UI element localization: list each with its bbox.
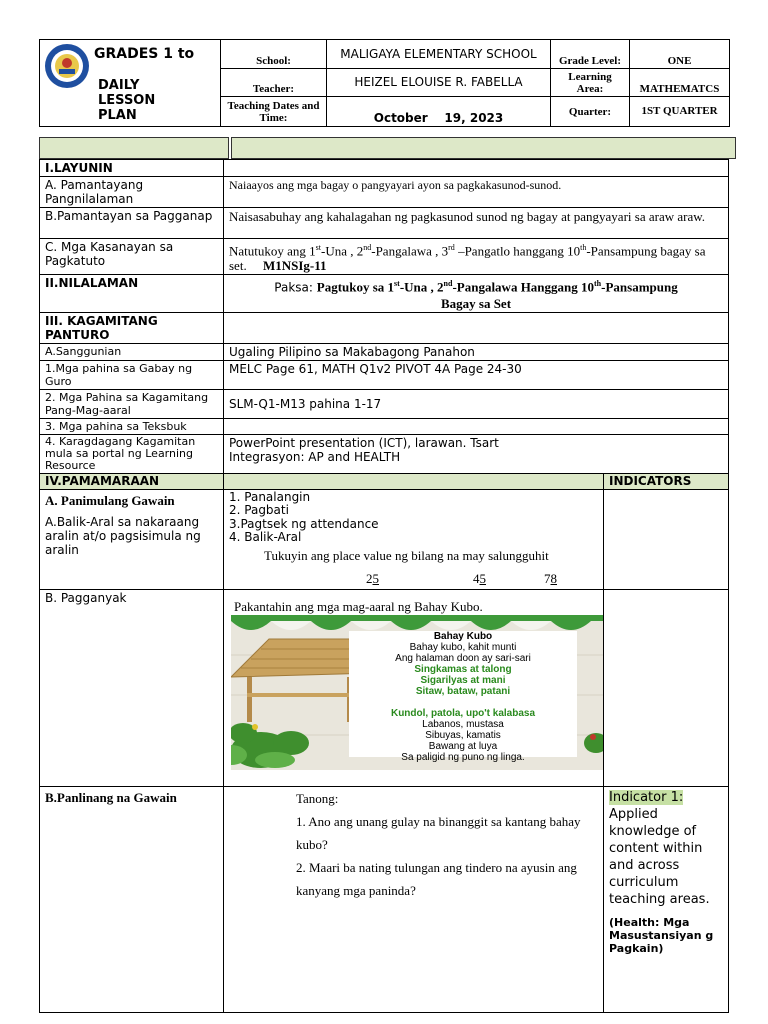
grade-value: ONE [630, 40, 730, 69]
pamantayang-label: A. Pamantayang Pangnilalaman [40, 177, 224, 208]
school-label: School: [221, 40, 327, 69]
bahay-kubo-image [231, 615, 603, 770]
karagdagan-value: PowerPoint presentation (ICT), larawan. Tsart Integrasyon: AP and HEALTH [224, 434, 729, 473]
balik-aral-label: A.Balik-Aral sa nakaraang aralin at/o pagsisimula ng aralin [45, 514, 201, 557]
song-line: Sa paligid ng puno ng linga. [401, 752, 525, 764]
gabay-value: MELC Page 61, MATH Q1v2 PIVOT 4A Page 24-30 [224, 360, 729, 389]
question-1: 1. Ano ang unang gulay na binanggit sa kantang bahay kubo? [296, 814, 581, 853]
dates-label: Teaching Dates and Time: [221, 97, 327, 127]
kasanayan-code: M1NSIg-11 [262, 258, 327, 274]
kasanayan-label: C. Mga Kasanayan sa Pagkatuto [40, 239, 224, 275]
pagganyak-text: Pakantahin ang mga mag-aaral ng Bahay Kubo. [234, 599, 483, 615]
song-line: Labanos, mustasa [422, 719, 504, 731]
separator-right [231, 137, 736, 159]
sanggunian-value: Ugaling Pilipino sa Makabagong Panahon [224, 343, 729, 360]
song-line: Sibuyas, kamatis [425, 730, 501, 742]
song-line [349, 697, 577, 708]
song-line: Sitaw, bataw, patani [415, 686, 511, 698]
indicator-text: Applied knowledge of content within and across curriculum teaching areas. [609, 807, 710, 908]
grade-label: Grade Level: [551, 40, 630, 69]
title-cell [40, 40, 221, 127]
pamantayang-value: Naiaayos ang mga bagay o pangyayari ayon sa pagkakasunod-sunod. [224, 177, 729, 208]
song-line: Kundol, patola, upo't kalabasa [390, 708, 536, 720]
kasanayan-value: Natutukoy ang 1st-Una , 2nd-Pangalawa , 3rd –Pangatlo hanggang 10th-Pansampung bagay sa set. M1NSIg-11 [224, 239, 729, 275]
indicator-cell [604, 787, 729, 1013]
kagamitan-heading: III. KAGAMITANG PANTURO [40, 312, 224, 343]
panimulang-label-cell [40, 489, 224, 590]
pagganap-label: B.Pamantayan sa Pagganap [40, 208, 224, 239]
quarter-label: Quarter: [551, 97, 630, 127]
header-table [39, 39, 730, 127]
title-grades: GRADES 1 to [94, 46, 195, 62]
song-line: Bahay kubo, kahit munti [409, 642, 517, 654]
pamamaraan-heading: IV.PAMAMARAAN [40, 473, 224, 489]
quarter-value: 1ST QUARTER [630, 97, 730, 127]
indicators-heading: INDICATORS [604, 473, 729, 489]
place-value-numbers [229, 572, 598, 588]
teacher-value: HEIZEL ELOUISE R. FABELLA [327, 69, 551, 97]
pagganap-value: Naisasabuhay ang kahalagahan ng pagkasunod sunod ng bagay at pangyayari sa araw araw. [224, 208, 729, 239]
karagdagan-label: 4. Karagdagang Kagamitan mula sa portal ng Learning Resource [40, 434, 224, 473]
panimulang-item: 2. Pagbati [229, 503, 289, 518]
song-title: Bahay Kubo [433, 631, 493, 643]
pagganyak-content [224, 590, 604, 787]
area-value: MATHEMATCS [630, 69, 730, 97]
number-45: 45 [473, 571, 486, 587]
gabay-label: 1.Mga pahina sa Gabay ng Guro [40, 360, 224, 389]
number-25: 25 [366, 571, 379, 587]
nilalaman-heading: II.NILALAMAN [40, 275, 224, 312]
panlinang-label: B.Panlinang na Gawain [40, 787, 224, 1013]
sanggunian-label: A.Sanggunian [40, 343, 224, 360]
song-card [349, 631, 577, 763]
indicator-note: (Health: Mga Masustansiyan g Pagkain) [609, 916, 714, 956]
dates-value: October 19, 2023 [327, 97, 551, 127]
song-lines [349, 642, 577, 763]
panimulang-item: 3.Pagtsek ng attendance [229, 516, 379, 531]
teksbuk-label: 3. Mga pahina sa Teksbuk [40, 418, 224, 434]
balik-aral-instruction: Tukuyin ang place value ng bilang na may salungguhit [264, 547, 549, 563]
pangmag-label: 2. Mga Pahina sa Kagamitang Pang-Mag-aaral [40, 389, 224, 418]
panlinang-content [224, 787, 604, 1013]
song-line: Singkamas at talong [414, 664, 512, 676]
pangmag-value: SLM-Q1-M13 pahina 1-17 [224, 389, 729, 418]
number-78: 78 [544, 571, 557, 587]
paksa-value: Paksa: Pagtukoy sa 1st-Una , 2nd-Pangalawa Hanggang 10th-Pansampung Bagay sa Set [224, 275, 729, 312]
panimulang-heading: A. Panimulang Gawain [45, 492, 175, 508]
tanong-label: Tanong: [296, 791, 339, 807]
song-line: Bawang at luya [428, 741, 498, 753]
deped-seal-icon [44, 43, 90, 89]
main-table [39, 159, 729, 1013]
panimulang-content [224, 489, 604, 590]
school-value: MALIGAYA ELEMENTARY SCHOOL [327, 40, 551, 69]
separator-left [39, 137, 229, 159]
question-2: 2. Maari ba nating tulungan ang tindero na ayusin ang kanyang mga paninda? [296, 860, 577, 899]
teacher-label: Teacher: [221, 69, 327, 97]
panimulang-item: 1. Panalangin [229, 489, 311, 504]
pagganyak-label: B. Pagganyak [40, 590, 224, 787]
song-line: Ang halaman doon ay sari-sari [395, 653, 531, 665]
song-line: Sigarilyas at mani [420, 675, 506, 687]
panimulang-item: 4. Balik-Aral [229, 530, 302, 545]
title-dlp: DAILY LESSON PLAN [98, 78, 156, 123]
area-label: Learning Area: [551, 69, 630, 97]
layunin-heading: I.LAYUNIN [40, 160, 224, 177]
indicator-label: Indicator 1: [609, 790, 684, 806]
